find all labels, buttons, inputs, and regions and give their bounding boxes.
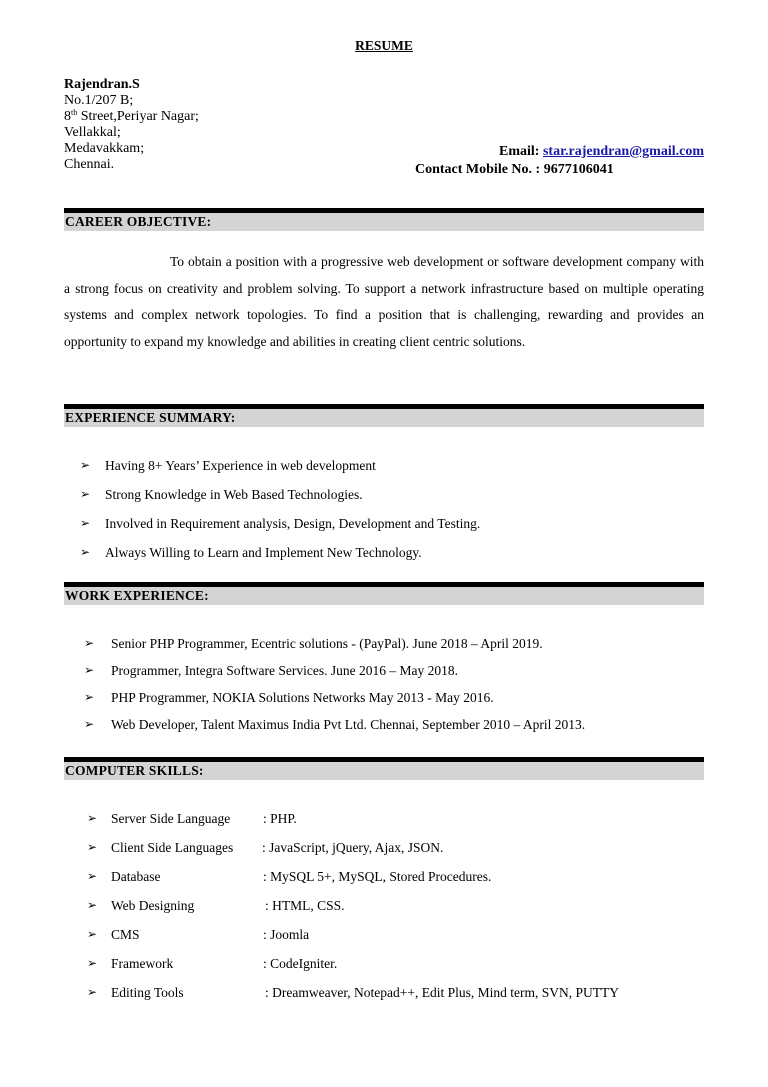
bullet-arrow-icon: ➢ [84, 690, 95, 704]
address-line: Medavakkam; [64, 141, 145, 156]
bullet-arrow-icon: ➢ [87, 869, 98, 883]
bullet-arrow-icon: ➢ [80, 516, 91, 530]
skill-key: Framework [111, 956, 174, 971]
email-line [499, 144, 704, 160]
bullet-arrow-icon: ➢ [87, 840, 98, 854]
skill-value: : MySQL 5+, MySQL, Stored Procedures. [263, 869, 492, 884]
skill-value: : Dreamweaver, Notepad++, Edit Plus, Mind term, SVN, PUTTY [265, 985, 620, 1000]
list-item [84, 690, 585, 717]
skill-value: : CodeIgniter. [263, 956, 338, 971]
skill-key: Database [111, 869, 161, 884]
list-item [80, 545, 480, 574]
address-line: Vellakkal; [64, 125, 121, 140]
skill-value: : HTML, CSS. [265, 898, 345, 913]
list-item-text: Always Willing to Learn and Implement New Technology. [105, 545, 422, 560]
skill-value: : Joomla [263, 927, 310, 942]
list-item-text: Strong Knowledge in Web Based Technologies. [105, 487, 363, 502]
list-item-text: PHP Programmer, NOKIA Solutions Networks May 2013 - May 2016. [111, 690, 494, 705]
resume-title: RESUME [355, 38, 413, 53]
bullet-arrow-icon: ➢ [87, 985, 98, 999]
skill-key: Web Designing [111, 898, 195, 913]
skill-value: : JavaScript, jQuery, Ajax, JSON. [262, 840, 444, 855]
skill-row [87, 840, 619, 869]
street-name: Street,Periyar Nagar; [77, 109, 199, 124]
skill-row [87, 985, 619, 1014]
mobile-line: Contact Mobile No. : 9677106041 [415, 162, 614, 177]
applicant-name: Rajendran.S [64, 77, 140, 92]
bullet-arrow-icon: ➢ [80, 545, 91, 559]
list-item-text: Involved in Requirement analysis, Design, Development and Testing. [105, 516, 481, 531]
section-header-computer-skills [64, 757, 704, 780]
street-number: 8 [64, 109, 71, 124]
bullet-arrow-icon: ➢ [84, 717, 95, 731]
section-header-work-experience [64, 582, 704, 605]
list-item [80, 458, 480, 487]
section-header-experience-summary [64, 404, 704, 427]
bullet-arrow-icon: ➢ [84, 663, 95, 677]
skill-row [87, 869, 619, 898]
bullet-arrow-icon: ➢ [87, 811, 98, 825]
skill-row [87, 898, 619, 927]
career-objective-text [64, 249, 704, 355]
experience-summary-list [80, 458, 480, 574]
skill-key: Editing Tools [111, 985, 184, 1000]
skill-key: CMS [111, 927, 140, 942]
email-label: Email: [499, 144, 543, 159]
list-item-text: Web Developer, Talent Maximus India Pvt Ltd. Chennai, September 2010 – April 2013. [111, 717, 586, 732]
bullet-arrow-icon: ➢ [87, 956, 98, 970]
list-item [84, 636, 585, 663]
list-item [84, 663, 585, 690]
list-item-text: Senior PHP Programmer, Ecentric solutions - (PayPal). June 2018 – April 2019. [111, 636, 543, 651]
bullet-arrow-icon: ➢ [87, 927, 98, 941]
work-experience-list [84, 636, 585, 744]
section-title: WORK EXPERIENCE: [65, 588, 209, 603]
bullet-arrow-icon: ➢ [80, 487, 91, 501]
street-suffix: th [71, 108, 78, 117]
address-line: Chennai. [64, 157, 115, 172]
list-item-text: Programmer, Integra Software Services. June 2016 – May 2018. [111, 663, 458, 678]
list-item [84, 717, 585, 744]
address-line [64, 109, 704, 125]
computer-skills-list [87, 811, 619, 1014]
list-item [80, 516, 480, 545]
section-title: CAREER OBJECTIVE: [65, 214, 212, 229]
bullet-arrow-icon: ➢ [80, 458, 91, 472]
skill-value: : PHP. [263, 811, 297, 826]
address-line: No.1/207 B; [64, 93, 134, 108]
email-link[interactable]: star.rajendran@gmail.com [542, 144, 704, 159]
skill-row [87, 811, 619, 840]
list-item [80, 487, 480, 516]
objective-paragraph: To obtain a position with a progressive web development or software development company with a strong focus on creativity and problem solving. To support a network infrastructure based on multiple operating systems and complex network topologies. To find a position that is challenging, rewarding and provides an opportunity to expand my knowledge and abilities in creating client centric solutions. [64, 254, 704, 349]
section-header-career-objective [64, 208, 704, 231]
list-item-text: Having 8+ Years’ Experience in web development [105, 458, 376, 473]
bullet-arrow-icon: ➢ [84, 636, 95, 650]
skill-key: Server Side Language [111, 811, 231, 826]
skill-key: Client Side Languages [111, 840, 234, 855]
section-title: COMPUTER SKILLS: [65, 763, 204, 778]
section-title: EXPERIENCE SUMMARY: [65, 410, 236, 425]
bullet-arrow-icon: ➢ [87, 898, 98, 912]
skill-row [87, 956, 619, 985]
contact-block [64, 77, 704, 177]
skill-row [87, 927, 619, 956]
